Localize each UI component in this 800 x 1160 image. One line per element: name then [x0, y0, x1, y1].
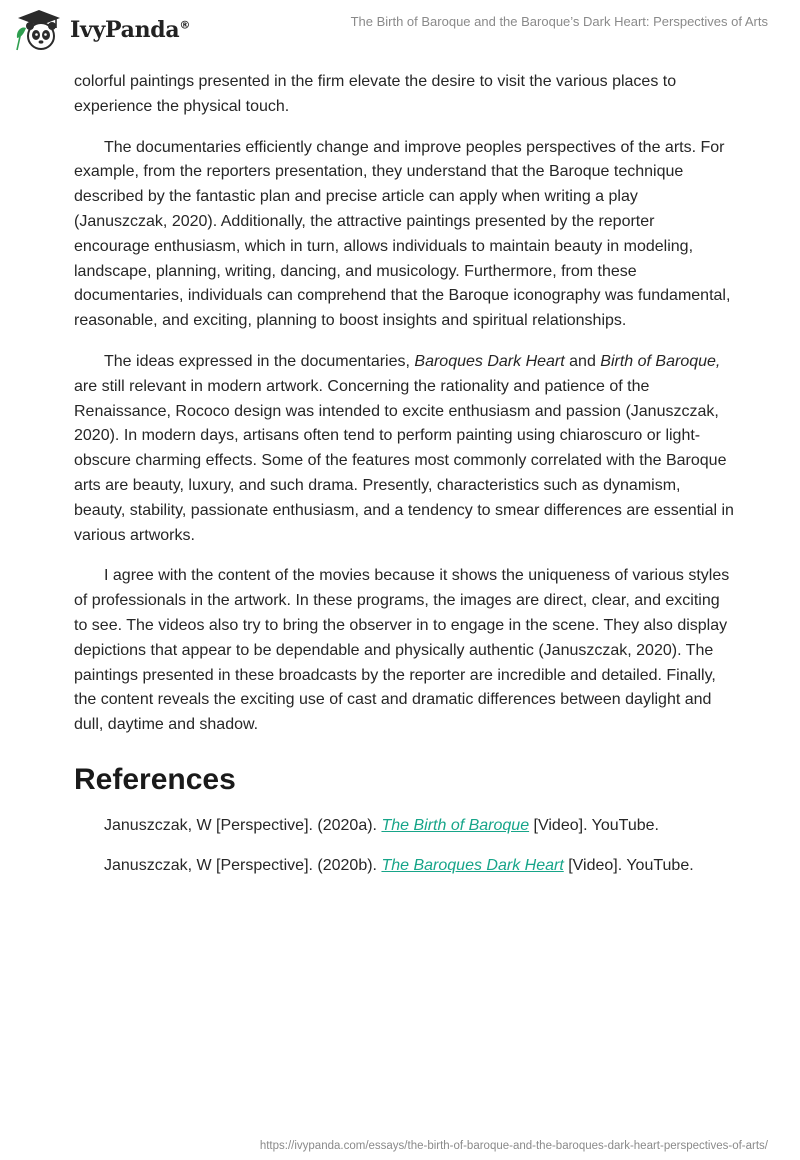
paragraph-1: colorful paintings presented in the firm elevate the desire to visit the various places to experience the physical touch. — [74, 73, 677, 115]
reference-item: Januszczak, W [Perspective]. (2020b). The Baroques Dark Heart [Video]. YouTube. — [104, 856, 694, 874]
title-baroques-dark-heart: Baroques Dark Heart — [414, 352, 565, 370]
registered-mark: ® — [179, 18, 191, 32]
page-header — [0, 0, 800, 60]
references-heading: References — [74, 762, 236, 796]
reference-link-baroques-dark-heart[interactable]: The Baroques Dark Heart — [381, 856, 564, 874]
reference-link-birth-of-baroque[interactable]: The Birth of Baroque — [381, 816, 530, 834]
brand-logo[interactable] — [14, 8, 190, 52]
paragraph-4: I agree with the content of the movies because it shows the uniqueness of various styles of professionals in the artwork. In these programs, the images are direct, clear, and exciting to see. The videos also try to bring the observer in to engage in the scene. They also display depictions that appear to be dependable and physically authentic (Januszczak, 2020). The paintings presented in these broadcasts by the reporter are incredible and detailed. Finally, the content reveals the exciting use of cast and dramatic differences between daylight and dull, daytime and shadow. — [74, 567, 730, 734]
panda-logo-icon — [14, 8, 64, 52]
brand-name: IvyPanda® — [70, 17, 191, 43]
title-birth-of-baroque: Birth of Baroque, — [600, 352, 721, 370]
source-url[interactable]: https://ivypanda.com/essays/the-birth-of-baroque-and-the-baroques-dark-heart-perspectives-of-arts/ — [259, 1140, 768, 1152]
paragraph-2: The documentaries efficiently change and improve peoples perspectives of the arts. For example, from the reporters presentation, they understand that the Baroque technique described by the fantastic plan and precise article can apply when writing a play (Januszczak, 2020). Additionally, the attractive paintings presented by the reporter encourage enthusiasm, which in turn, allows individuals to maintain beauty in modeling, landscape, planning, writing, dancing, and musicology. Furthermore, from these documentaries, individuals can comprehend that the Baroque iconography was fundamental, reasonable, and exciting, planning to boost insights and spiritual relationships. — [74, 138, 731, 330]
essay-content — [74, 70, 734, 894]
reference-item: Januszczak, W [Perspective]. (2020a). The Birth of Baroque [Video]. YouTube. — [104, 816, 659, 834]
paragraph-3: The ideas expressed in the documentaries, Baroques Dark Heart and Birth of Baroque, are still relevant in modern artwork. Concerning the rationality and patience of the Renaissance, Rococo design was intended to excite enthusiasm and passion (Januszczak, 2020). In modern days, artisans often tend to perform painting using chiaroscuro or light-obscure charming effects. Some of the features most commonly correlated with the Baroque arts are beauty, luxury, and such drama. Presently, characteristics such as dynamism, beauty, stability, passionate enthusiasm, and a tendency to smear differences are essential in various artworks. — [74, 352, 734, 544]
document-title: The Birth of Baroque and the Baroque’s Dark Heart: Perspectives of Arts — [350, 14, 768, 29]
